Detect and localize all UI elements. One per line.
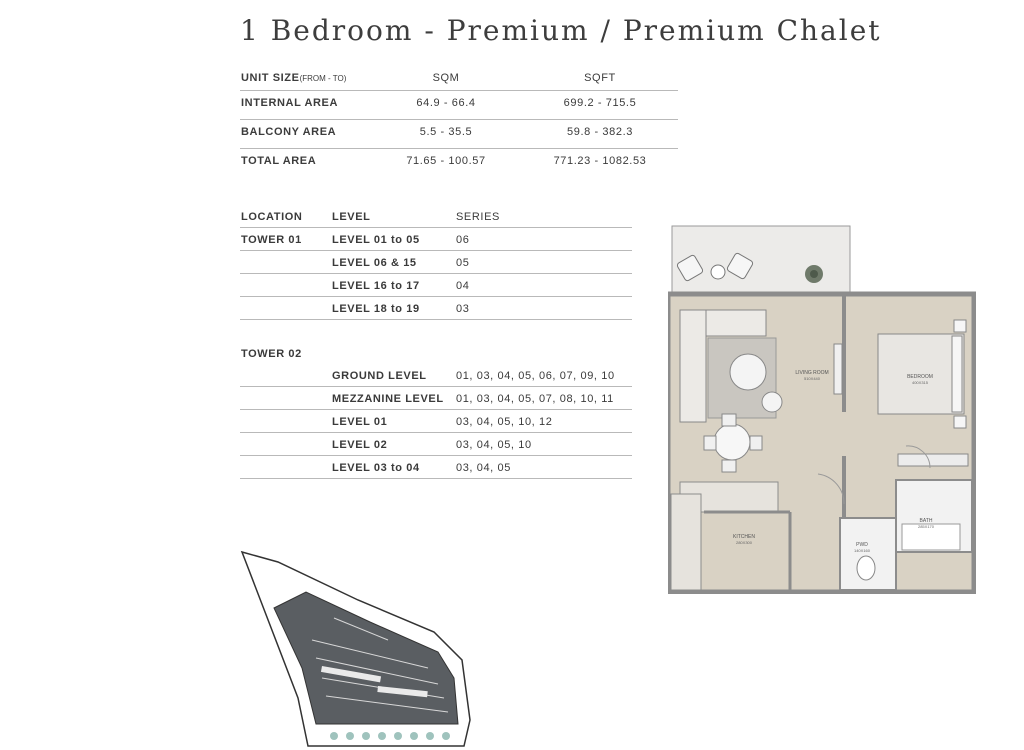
series-cell: 06	[456, 234, 470, 246]
table-row	[240, 251, 632, 274]
living-room-label: LIVING ROOM	[795, 370, 829, 376]
kitchen-label: KITCHEN	[733, 534, 755, 540]
level-cell: LEVEL 03 to 04	[332, 462, 420, 474]
table-row	[240, 120, 678, 149]
table-row	[240, 433, 632, 456]
series-cell: 05	[456, 257, 470, 269]
row-sqft: 771.23 - 1082.53	[553, 155, 647, 167]
level-header: LEVEL	[332, 211, 371, 223]
row-sqm: 71.65 - 100.57	[406, 155, 486, 167]
wardrobe	[898, 454, 968, 466]
series-cell: 01, 03, 04, 05, 06, 07, 09, 10	[456, 370, 615, 382]
bedroom-dims: 400X315	[911, 380, 929, 385]
row-label: TOTAL AREA	[241, 155, 317, 167]
table-row	[240, 456, 632, 479]
row-label: INTERNAL AREA	[241, 97, 339, 109]
level-cell: MEZZANINE LEVEL	[332, 393, 444, 405]
table-row	[240, 149, 678, 177]
bedroom-label: BEDROOM	[907, 374, 933, 380]
table-row	[240, 364, 632, 387]
level-cell: LEVEL 18 to 19	[332, 303, 420, 315]
series-cell: 03, 04, 05, 10, 12	[456, 416, 553, 428]
series-cell: 03, 04, 05	[456, 462, 511, 474]
series-cell: 04	[456, 280, 470, 292]
level-cell: LEVEL 01	[332, 416, 388, 428]
level-cell: LEVEL 01 to 05	[332, 234, 420, 246]
series-header: SERIES	[456, 211, 500, 223]
page-title: 1 Bedroom - Premium / Premium Chalet	[240, 14, 882, 47]
row-label: BALCONY AREA	[241, 126, 337, 138]
sqft-header: SQFT	[584, 72, 616, 84]
floor-plan	[668, 224, 976, 594]
section-gap	[240, 320, 632, 342]
row-sqm: 5.5 - 35.5	[419, 126, 473, 138]
table-row	[240, 91, 678, 120]
row-sqft: 59.8 - 382.3	[567, 126, 633, 138]
pwd-dims: 140X160	[853, 548, 871, 553]
unit-size-hint: (FROM - TO)	[299, 74, 347, 83]
series-cell: 03, 04, 05, 10	[456, 439, 532, 451]
site-key-plan	[238, 548, 478, 748]
series-cell: 01, 03, 04, 05, 07, 08, 10, 11	[456, 393, 614, 405]
location-header: LOCATION	[241, 211, 303, 223]
level-cell: LEVEL 16 to 17	[332, 280, 420, 292]
level-cell: LEVEL 02	[332, 439, 388, 451]
balcony	[672, 226, 850, 292]
tv-unit	[834, 344, 842, 394]
plant-icon	[805, 265, 823, 283]
row-sqm: 64.9 - 66.4	[416, 97, 476, 109]
living-room-dims: 510X440	[803, 376, 821, 381]
tower-name: TOWER 01	[241, 234, 302, 246]
toilet-icon	[857, 556, 875, 580]
table-row	[240, 342, 632, 364]
table-row	[240, 387, 632, 410]
row-sqft: 699.2 - 715.5	[563, 97, 637, 109]
table-row	[240, 297, 632, 320]
pwd-label: PWD	[856, 542, 868, 548]
bath-dims: 285X170	[917, 524, 935, 529]
table-row	[240, 410, 632, 433]
tower-name: TOWER 02	[241, 348, 302, 360]
unit-size-table	[240, 66, 678, 177]
level-cell: GROUND LEVEL	[332, 370, 427, 382]
unit-size-header-row	[240, 66, 678, 91]
series-header-row	[240, 205, 632, 228]
series-table	[240, 205, 632, 479]
table-row	[240, 228, 632, 251]
unit-size-label: UNIT SIZE	[241, 72, 300, 84]
unit-size-header	[241, 72, 346, 84]
level-cell: LEVEL 06 & 15	[332, 257, 417, 269]
sqm-header: SQM	[432, 72, 460, 84]
table-row	[240, 274, 632, 297]
bath-label: BATH	[919, 518, 933, 524]
series-cell: 03	[456, 303, 470, 315]
kitchen-dims: 280X300	[735, 540, 753, 545]
